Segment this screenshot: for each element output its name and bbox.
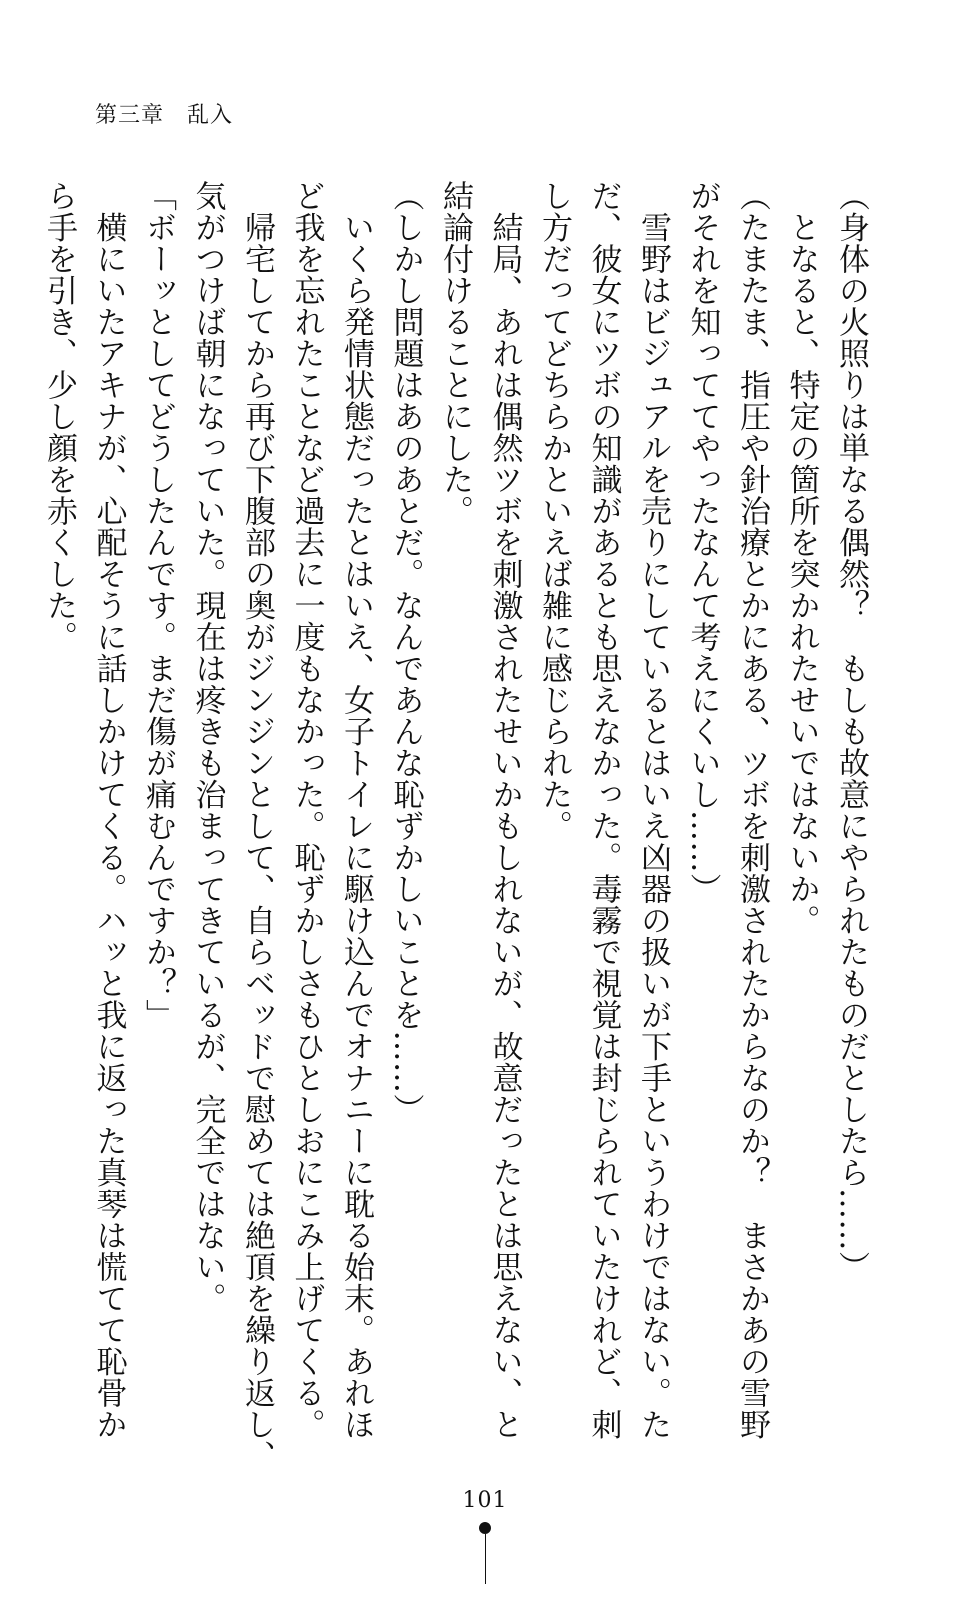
text-line: （しかし問題はあのあとだ。なんであんな恥ずかしいことを……） <box>387 180 424 1125</box>
text-line: だ、彼女にツボの知識があるとも思えなかった。毒霧で視覚は封じられていたけれど、刺 <box>585 180 622 1440</box>
page-footer <box>0 1488 970 1584</box>
text-line: となると、特定の箇所を突かれたせいではないか。 <box>783 180 820 936</box>
text-line: ら手を引き、少し顔を赤くした。 <box>41 180 77 653</box>
text-line: 気がつけば朝になっていた。現在は疼きも治まってきているが、完全ではない。 <box>189 180 226 1314</box>
text-line: いくら発情状態だったとはいえ、女子トイレに駆け込んでオナニーに耽る始末。あれほ <box>338 180 374 1440</box>
text-line: ど我を忘れたことなど過去に一度もなかった。恥ずかしさもひとしおにこみ上げてくる。 <box>288 180 325 1440</box>
folio-rule-ornament <box>485 1534 486 1584</box>
text-line: （たまたま、指圧や針治療とかにある、ツボを刺激されたからなのか？ まさかあの雪野 <box>734 180 770 1440</box>
text-line: し方だってどちらかといえば雑に感じられた。 <box>536 180 572 842</box>
text-line: 結論付けることにした。 <box>437 180 473 527</box>
page-number: 101 <box>462 1488 508 1513</box>
text-line: 結局、あれは偶然ツボを刺激されたせいかもしれないが、故意だったとは思えない、と <box>486 180 523 1440</box>
text-line: 「ボーッとしてどうしたんです。まだ傷が痛むんですか？」 <box>140 180 176 1031</box>
chapter-running-head: 第三章 乱入 <box>95 103 234 128</box>
text-line: がそれを知っててやったなんて考えにくいし……） <box>684 180 721 905</box>
text-line: （身体の火照りは単なる偶然？ もしも故意にやられたものだとしたら……） <box>833 180 869 1283</box>
vertical-body-text <box>34 180 876 1472</box>
text-line: 雪野はビジュアルを売りにしているとはいえ凶器の扱いが下手というわけではない。た <box>635 180 671 1440</box>
text-line: 帰宅してから再び下腹部の奥がジンジンとして、自らベッドで慰めては絶頂を繰り返し、 <box>239 180 275 1472</box>
text-line: 横にいたアキナが、心配そうに話しかけてくる。ハッと我に返った真琴は慌てて恥骨か <box>90 180 127 1440</box>
folio-dot-ornament <box>479 1522 491 1534</box>
